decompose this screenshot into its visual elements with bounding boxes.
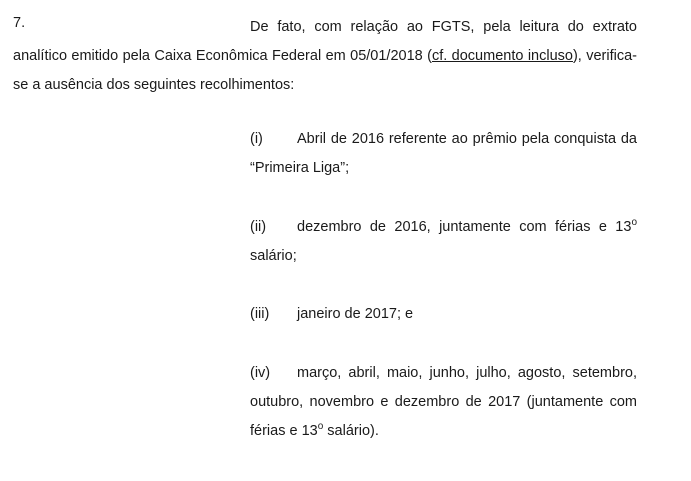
list-item-label: (iii) <box>250 306 270 322</box>
document-reference: cf. documento incluso <box>431 48 573 64</box>
list-item-label: (i) <box>250 131 263 147</box>
paragraph-text-after: ), verifica-se a ausência dos seguintes recolhimentos: <box>13 48 637 93</box>
list-item-text-after: salário). <box>323 423 379 439</box>
list-item-text-after: salário; <box>250 248 297 264</box>
list-item-text: janeiro de 2017; e <box>297 306 414 322</box>
paragraph-number: 7. <box>13 15 26 31</box>
list-item-label: (ii) <box>250 219 267 235</box>
ordinal-superscript: o <box>631 217 637 228</box>
paragraph-body <box>13 13 637 100</box>
list-item-iv <box>250 359 637 446</box>
ordinal-superscript: o <box>317 421 324 432</box>
list-item-label: (iv) <box>250 365 271 381</box>
list-item-text-before: dezembro de 2016, juntamente com férias e 13 <box>297 219 632 235</box>
paragraph-text-before: De fato, com relação ao FGTS, pela leitura do extrato analítico emitido pela Caixa Econômica Federal em 05/01/2018 ( <box>13 19 637 64</box>
list-item-text: Abril de 2016 referente ao prêmio pela conquista da “Primeira Liga”; <box>250 131 637 176</box>
list-item-iii <box>250 300 637 329</box>
list-item-text-before: março, abril, maio, junho, julho, agosto, setembro, outubro, novembro e dezembro de 2017 (juntamente com férias e 13 <box>250 365 637 439</box>
list-item-ii <box>250 213 637 271</box>
list-item-i <box>250 125 637 183</box>
